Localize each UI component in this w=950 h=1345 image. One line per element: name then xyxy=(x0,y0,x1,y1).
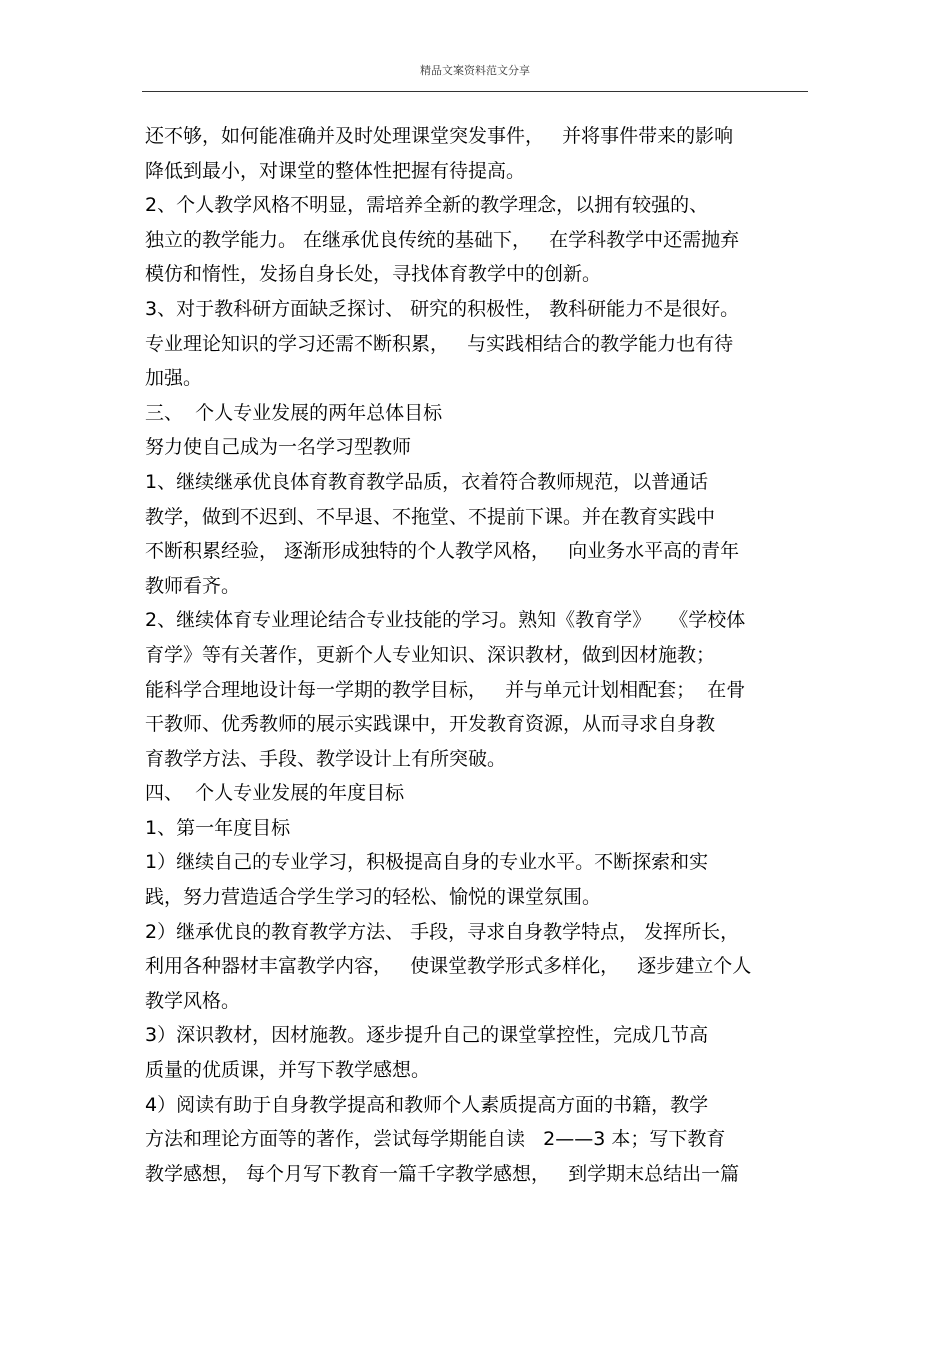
text-line: 育学》等有关著作，更新个人专业知识、深识教材，做到因材施教； xyxy=(145,643,716,666)
text-line: 不断积累经验， 逐渐形成独特的个人教学风格， 向业务水平高的青年 xyxy=(145,540,740,563)
text-line: 模仿和惰性，发扬自身长处，寻找体育教学中的创新。 xyxy=(145,263,602,286)
text-line: 独立的教学能力。 在继承优良传统的基础下， 在学科教学中还需抛弃 xyxy=(145,228,740,251)
header-divider xyxy=(142,91,808,92)
text-line: 3、对于教科研方面缺乏探讨、 研究的积极性， 教科研能力不是很好。 xyxy=(145,297,740,320)
section-heading: 三、 个人专业发展的两年总体目标 xyxy=(145,401,443,424)
text-line: 2）继承优良的教育教学方法、 手段，寻求自身教学特点， 发挥所长， xyxy=(145,920,740,943)
text-line: 2、继续体育专业理论结合专业技能的学习。熟知《教育学》 《学校体 xyxy=(145,609,746,632)
document-body xyxy=(145,119,810,1191)
page-header: 精品文案资料范文分享 xyxy=(420,64,530,77)
text-line: 教师看齐。 xyxy=(145,574,241,597)
text-line: 1）继续自己的专业学习，积极提高自身的专业水平。不断探索和实 xyxy=(145,851,709,874)
text-line: 还不够，如何能准确并及时处理课堂突发事件， 并将事件带来的影响 xyxy=(145,125,734,147)
text-line: 践，努力营造适合学生学习的轻松、愉悦的课堂氛围。 xyxy=(145,886,602,909)
text-line: 努力使自己成为一名学习型教师 xyxy=(145,436,412,459)
text-line: 教学感想， 每个月写下教育一篇千字教学感想， 到学期末总结出一篇 xyxy=(145,1162,740,1185)
text-line: 1、继续继承优良体育教育教学品质，衣着符合教师规范，以普通话 xyxy=(145,470,709,493)
text-line: 教学，做到不迟到、不早退、不拖堂、不提前下课。并在教育实践中 xyxy=(145,505,716,528)
text-line: 4）阅读有助于自身教学提高和教师个人素质提高方面的书籍，教学 xyxy=(145,1093,709,1116)
text-line: 能科学合理地设计每一学期的教学目标， 并与单元计划相配套； 在骨 xyxy=(145,678,746,701)
text-line: 加强。 xyxy=(145,367,203,390)
text-line: 干教师、优秀教师的展示实践课中，开发教育资源，从而寻求自身教 xyxy=(145,713,716,736)
text-line: 2、个人教学风格不明显，需培养全新的教学理念，以拥有较强的、 xyxy=(145,194,709,217)
text-line: 利用各种器材丰富教学内容， 使课堂教学形式多样化， 逐步建立个人 xyxy=(145,955,752,978)
text-line: 3）深识教材，因材施教。逐步提升自己的课堂掌控性，完成几节高 xyxy=(145,1024,709,1047)
text-line: 1、第一年度目标 xyxy=(145,816,291,839)
text-line: 教学风格。 xyxy=(145,989,241,1012)
text-line: 质量的优质课，并写下教学感想。 xyxy=(145,1059,431,1082)
text-line: 专业理论知识的学习还需不断积累， 与实践相结合的教学能力也有待 xyxy=(145,332,734,355)
text-line: 方法和理论方面等的著作，尝试每学期能自读 2——3 本；写下教育 xyxy=(145,1128,726,1151)
text-line: 育教学方法、手段、教学设计上有所突破。 xyxy=(145,747,507,770)
section-heading: 四、 个人专业发展的年度目标 xyxy=(145,782,405,805)
text-line: 降低到最小，对课堂的整体性把握有待提高。 xyxy=(145,159,526,182)
